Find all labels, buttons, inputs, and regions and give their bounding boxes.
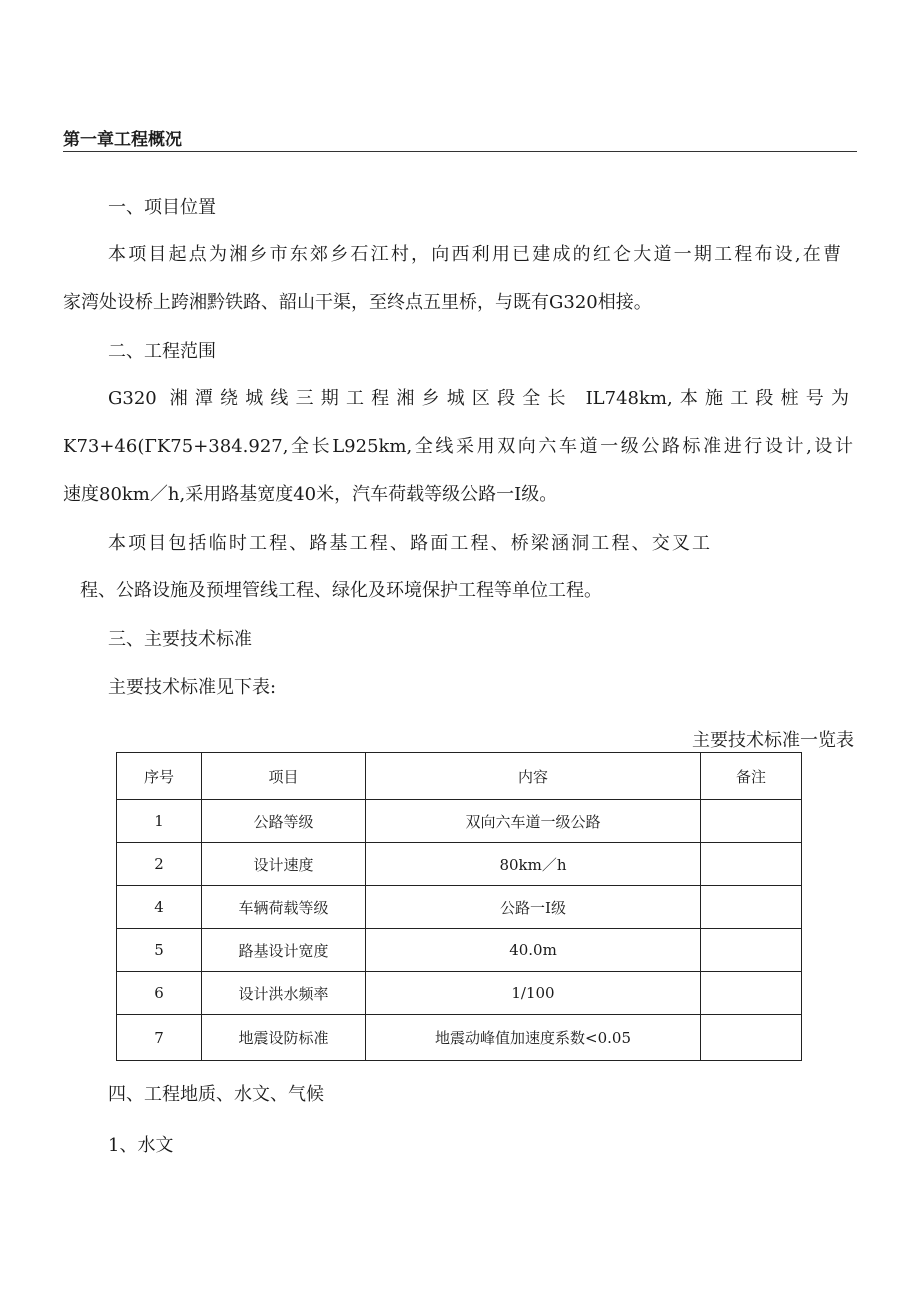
table-row [117,843,802,886]
cell-content: 公路一Ⅰ级 [366,886,701,929]
header-cell-item: 项目 [202,753,366,800]
cell-no: 2 [117,843,202,886]
cell-item: 设计速度 [202,843,366,886]
cell-no: 5 [117,929,202,972]
cell-no: 1 [117,800,202,843]
cell-content: 40.0m [366,929,701,972]
cell-note [701,800,802,843]
subsection-heading-hydrology: 1、水文 [108,1135,174,1156]
project-scope-paragraph-line-1: G320 湘潭绕城线三期工程湘乡城区段全长 IL748km,本施工段桩号为 [108,388,849,409]
project-scope-paragraph-line-3: 速度80km／h,采用路基宽度40米，汽车荷载等级公路一Ⅰ级。 [63,484,558,505]
cell-item: 车辆荷载等级 [202,886,366,929]
table-row [117,929,802,972]
table-row [117,886,802,929]
section-heading-geology-hydrology-climate: 四、工程地质、水文、气候 [108,1084,324,1105]
project-location-paragraph-line-2: 家湾处设桥上跨湘黔铁路、韶山干渠，至终点五里桥，与既有G320相接。 [63,292,652,313]
project-contents-paragraph-line-1: 本项目包括临时工程、路基工程、路面工程、桥梁涵洞工程、交叉工 [108,533,710,554]
cell-no: 6 [117,972,202,1015]
table-header-row [117,753,802,800]
cell-content: 80km／h [366,843,701,886]
section-heading-project-scope: 二、工程范围 [108,341,216,362]
table-caption: 主要技术标准一览表 [692,730,854,751]
project-contents-paragraph-line-2: 程、公路设施及预埋管线工程、绿化及环境保护工程等单位工程。 [80,580,602,601]
cell-no: 7 [117,1015,202,1061]
cell-note [701,972,802,1015]
technical-standards-table [116,752,802,1061]
table-row [117,800,802,843]
cell-content: 1/100 [366,972,701,1015]
cell-content: 地震动峰值加速度系数<0.05 [366,1015,701,1061]
header-cell-note: 备注 [701,753,802,800]
technical-standards-intro: 主要技术标准见下表: [108,677,277,698]
chapter-title-underline [63,151,857,152]
section-heading-project-location: 一、项目位置 [108,197,216,218]
cell-note [701,843,802,886]
cell-item: 公路等级 [202,800,366,843]
header-cell-no: 序号 [117,753,202,800]
section-heading-technical-standards: 三、主要技术标准 [108,629,252,650]
cell-note [701,886,802,929]
table-row [117,972,802,1015]
cell-no: 4 [117,886,202,929]
project-scope-paragraph-line-2: K73+46(ΓK75+384.927,全长L925km,全线采用双向六车道一级公路标准进行设计,设计 [63,436,853,457]
chapter-title: 第一章工程概况 [63,130,182,150]
header-cell-content: 内容 [366,753,701,800]
cell-item: 设计洪水频率 [202,972,366,1015]
cell-item: 地震设防标准 [202,1015,366,1061]
cell-note [701,929,802,972]
table-row [117,1015,802,1061]
cell-item: 路基设计宽度 [202,929,366,972]
cell-content: 双向六车道一级公路 [366,800,701,843]
cell-note [701,1015,802,1061]
project-location-paragraph-line-1: 本项目起点为湘乡市东郊乡石江村，向西利用已建成的红仑大道一期工程布设,在曹 [108,244,841,265]
